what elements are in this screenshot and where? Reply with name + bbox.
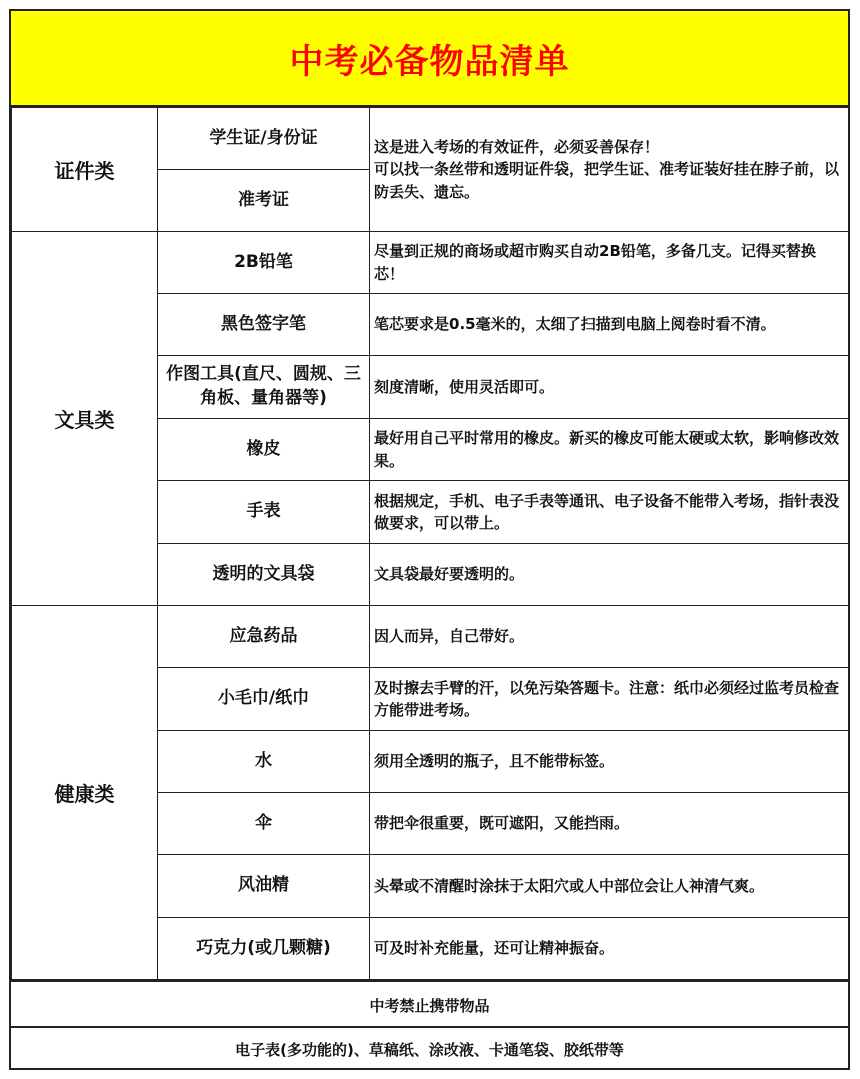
item-note: 最好用自己平时常用的橡皮。新买的橡皮可能太硬或太软，影响修改效果。 — [370, 419, 849, 481]
item-name: 作图工具(直尺、圆规、三角板、量角器等) — [158, 356, 370, 419]
table-row — [12, 108, 849, 170]
item-note: 笔芯要求是0.5毫米的，太细了扫描到电脑上阅卷时看不清。 — [370, 294, 849, 356]
category-stationery: 文具类 — [12, 232, 158, 606]
item-name: 透明的文具袋 — [158, 544, 370, 606]
item-name: 小毛巾/纸巾 — [158, 668, 370, 731]
item-note: 文具袋最好要透明的。 — [370, 544, 849, 606]
item-name: 手表 — [158, 481, 370, 544]
item-name: 应急药品 — [158, 606, 370, 668]
item-name: 伞 — [158, 793, 370, 855]
item-note: 这是进入考场的有效证件，必须妥善保存！ 可以找一条丝带和透明证件袋，把学生证、准考证装好挂在脖子前，以防丢失、遗忘。 — [370, 108, 849, 232]
item-note: 带把伞很重要，既可遮阳，又能挡雨。 — [370, 793, 849, 855]
category-id-docs: 证件类 — [12, 108, 158, 232]
table-row — [12, 606, 849, 668]
table-row — [12, 232, 849, 294]
item-note: 须用全透明的瓶子，且不能带标签。 — [370, 731, 849, 793]
item-name: 风油精 — [158, 855, 370, 918]
item-name: 2B铅笔 — [158, 232, 370, 294]
checklist-table — [11, 107, 849, 980]
item-name: 准考证 — [158, 170, 370, 232]
title-banner — [11, 11, 848, 107]
item-name: 巧克力(或几颗糖) — [158, 918, 370, 980]
forbidden-heading: 中考禁止携带物品 — [369, 996, 490, 1015]
item-note: 刻度清晰，使用灵活即可。 — [370, 356, 849, 419]
item-note: 根据规定，手机、电子手表等通讯、电子设备不能带入考场，指针表没做要求，可以带上。 — [370, 481, 849, 544]
forbidden-heading-row — [11, 980, 848, 1028]
item-note: 头晕或不清醒时涂抹于太阳穴或人中部位会让人神清气爽。 — [370, 855, 849, 918]
forbidden-items-row — [11, 1026, 848, 1070]
forbidden-items: 电子表(多功能的)、草稿纸、涂改液、卡通笔袋、胶纸带等 — [235, 1040, 624, 1059]
item-note: 因人而异，自己带好。 — [370, 606, 849, 668]
item-name: 橡皮 — [158, 419, 370, 481]
checklist-sheet — [9, 9, 850, 1070]
page-title: 中考必备物品清单 — [289, 41, 570, 82]
item-note: 及时擦去手臂的汗，以免污染答题卡。注意：纸巾必须经过监考员检查方能带进考场。 — [370, 668, 849, 731]
category-health: 健康类 — [12, 606, 158, 980]
item-name: 水 — [158, 731, 370, 793]
item-note: 尽量到正规的商场或超市购买自动2B铅笔，多备几支。记得买替换芯！ — [370, 232, 849, 294]
item-note: 可及时补充能量，还可让精神振奋。 — [370, 918, 849, 980]
item-name: 学生证/身份证 — [158, 108, 370, 170]
item-name: 黑色签字笔 — [158, 294, 370, 356]
